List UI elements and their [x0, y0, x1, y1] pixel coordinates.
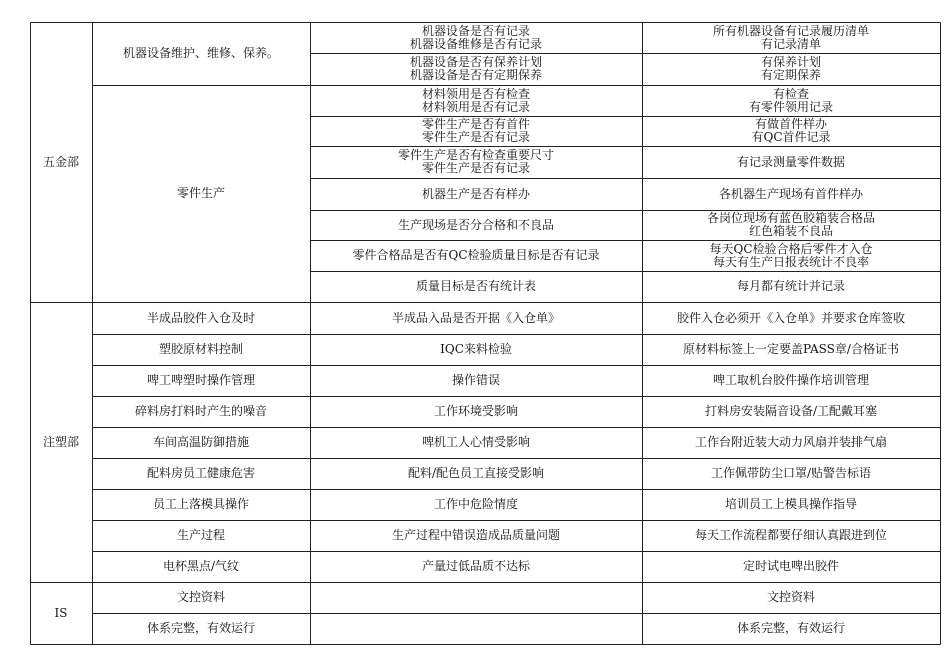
item-cell-line: 生产过程 — [176, 528, 225, 542]
result-cell-line: 每月都有统计并记录 — [736, 279, 845, 293]
check-cell-line: 材料领用是否有检查 — [421, 86, 530, 101]
result-cell-line: 有记录清单 — [760, 36, 821, 51]
item-cell-line: 文控资料 — [176, 590, 225, 604]
item-cell-line: 啤工啤塑时操作管理 — [146, 373, 255, 387]
result-cell-line: 每天QC检验合格后零件才入仓 — [709, 241, 873, 256]
result-cell-line: 打料房安装隔音设备/工配戴耳塞 — [704, 404, 878, 418]
item-cell-line: 配料房员工健康危害 — [146, 466, 255, 480]
item-cell-line: 机器设备维护、维修、保养。 — [122, 46, 279, 60]
check-cell-line: 零件合格品是否有QC检验质量目标是否有记录 — [352, 248, 600, 262]
check-cell-line: 生产过程中错误造成品质量问题 — [391, 528, 560, 542]
result-cell-line: 胶件入仓必须开《入仓单》并要求仓库签收 — [676, 310, 905, 325]
item-cell-line: 电杯黑点/气纹 — [162, 559, 240, 573]
result-cell-line: 培训员工上模具操作指导 — [724, 497, 857, 511]
result-cell-line: 每天有生产日报表统计不良率 — [712, 254, 869, 269]
result-cell-line: 有做首件样办 — [754, 117, 827, 131]
item-cell-line: 碎料房打料时产生的噪音 — [134, 404, 267, 418]
department-cell-line: 注塑部 — [42, 434, 79, 449]
result-cell-line: 体系完整，有效运行 — [736, 621, 845, 635]
result-cell-line: 每天工作流程都要仔细认真跟进到位 — [694, 528, 887, 542]
result-cell-line: 有零件领用记录 — [748, 99, 833, 114]
check-cell-line: 零件生产是否有记录 — [421, 130, 530, 144]
result-cell-line: 有保养计划 — [760, 55, 821, 69]
result-cell-line: 有记录测量零件数据 — [736, 154, 845, 169]
item-cell-line: 车间高温防御措施 — [152, 435, 249, 449]
result-cell-line: 各岗位现场有蓝色胶箱装合格品 — [706, 211, 875, 225]
result-cell-line: 原材料标签上一定要盖PASS章/合格证书 — [683, 342, 899, 356]
item-cell-line: 半成品胶件入仓及时 — [146, 310, 255, 325]
result-cell-line: 红色箱装不良品 — [748, 224, 833, 238]
check-cell-line: 操作错误 — [451, 373, 500, 387]
check-cell-line: 生产现场是否分合格和不良品 — [397, 217, 554, 232]
item-cell-line: 塑胶原材料控制 — [158, 342, 243, 356]
result-cell-line: 所有机器设备有记录履历清单 — [712, 23, 869, 38]
check-cell-line: 零件生产是否有首件 — [421, 117, 530, 131]
check-cell-line: 工作环境受影响 — [433, 404, 518, 418]
check-cell-line: 材料领用是否有记录 — [421, 99, 530, 114]
result-cell-line: 文控资料 — [766, 590, 815, 604]
check-cell-line: 零件生产是否有记录 — [421, 161, 530, 175]
item-cell-line: 零件生产 — [176, 186, 225, 200]
item-cell-line: 员工上落模具操作 — [152, 497, 249, 511]
check-cell-line: 产量过低品质不达标 — [421, 559, 530, 573]
check-cell-line: 工作中危险情度 — [433, 497, 518, 511]
check-cell-line: 机器设备是否有定期保养 — [409, 68, 542, 82]
check-cell-line: IQC来料检验 — [440, 342, 512, 356]
result-cell-line: 啤工取机台胶件操作培训管理 — [712, 373, 869, 387]
result-cell-line: 有检查 — [772, 86, 809, 101]
check-cell-line: 半成品入品是否开据《入仓单》 — [391, 310, 560, 325]
check-cell-line: 机器生产是否有样办 — [421, 186, 530, 201]
result-cell-line: 有定期保养 — [760, 68, 821, 82]
check-cell-line: 零件生产是否有检查重要尺寸 — [397, 148, 554, 162]
result-cell-line: 工作台附近装大动力风扇并装排气扇 — [694, 435, 887, 449]
check-cell-line: 质量目标是否有统计表 — [415, 279, 536, 293]
check-cell-line: 配料/配色员工直接受影响 — [407, 466, 545, 480]
check-cell-line: 机器设备是否有保养计划 — [409, 55, 542, 69]
department-cell-line: IS — [54, 605, 68, 620]
result-cell-line: 有QC首件记录 — [751, 130, 831, 144]
result-cell-line: 定时试电啤出胶件 — [742, 559, 839, 573]
department-cell-line: 五金部 — [42, 154, 79, 169]
check-cell-line: 机器设备是否有记录 — [421, 23, 530, 38]
check-cell-line: 机器设备维修是否有记录 — [409, 36, 542, 51]
result-cell-line: 工作佩带防尘口罩/贴警告标语 — [710, 466, 872, 480]
check-cell-line: 啤机工人心情受影响 — [421, 435, 530, 449]
result-cell-line: 各机器生产现场有首件样办 — [718, 186, 863, 201]
item-cell-line: 体系完整，有效运行 — [146, 621, 255, 635]
